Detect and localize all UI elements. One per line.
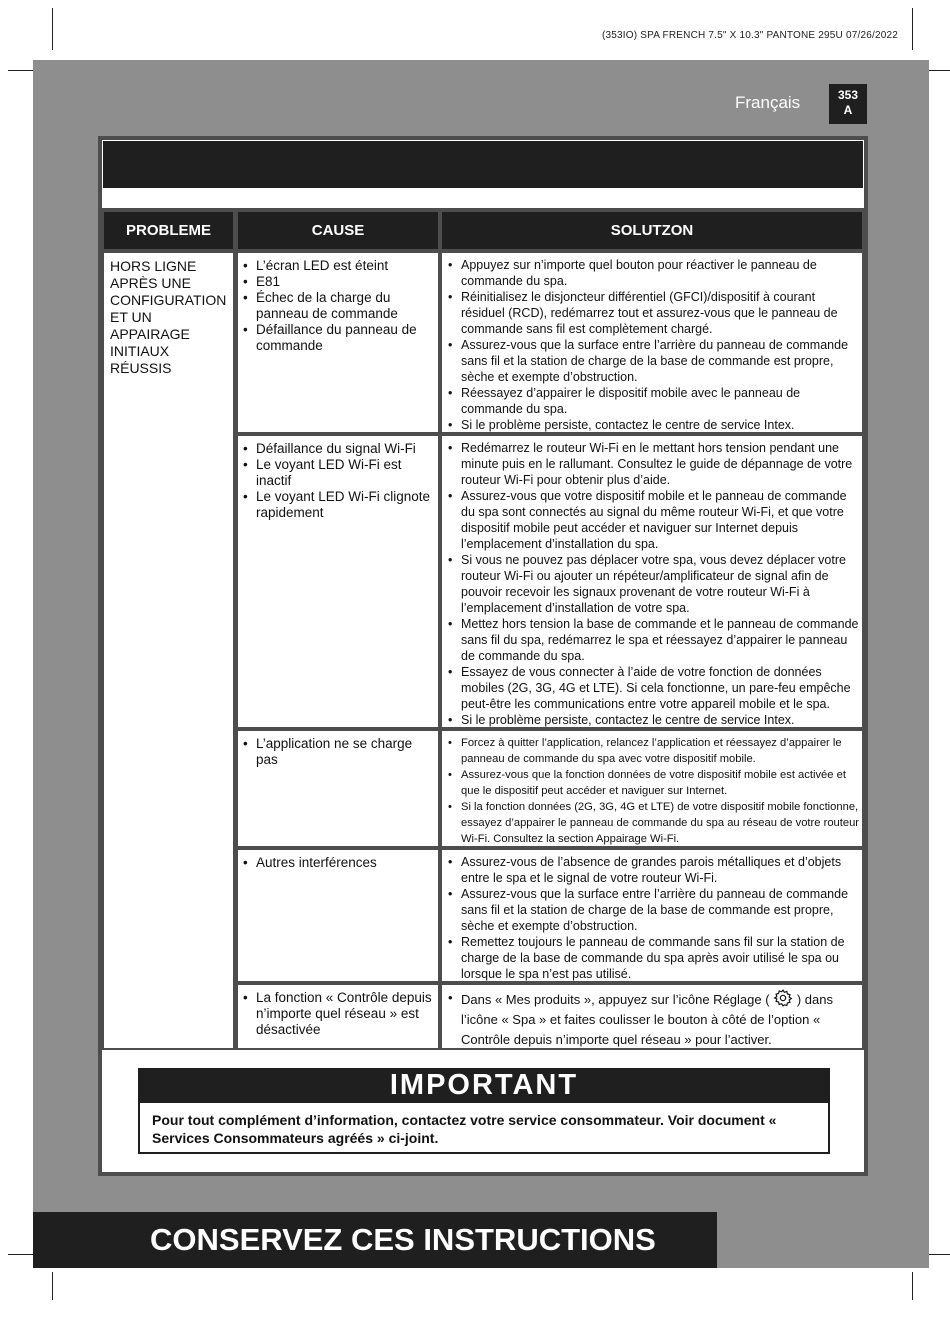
cause-cell xyxy=(238,850,438,981)
solution-item: • Forcez à quitter l’application, relancez l’application et réessayez d’appairer le panneau de commande du spa avec votre dispositif mobile. xyxy=(445,735,860,767)
cause-item: • Autres interférences xyxy=(240,855,434,871)
cause-item: • E81 xyxy=(240,274,434,290)
solution-item: • Si la fonction données (2G, 3G, 4G et LTE) de votre dispositif mobile fonctionne, essayez d’appairer le panneau de commande du spa au réseau de votre routeur Wi-Fi. Consultez la section Appairage Wi-Fi. xyxy=(445,799,860,847)
solution-text: Dans « Mes produits », appuyez sur l’icône Réglage ( xyxy=(461,992,770,1007)
solution-item: • Si le problème persiste, contactez le centre de service Intex. xyxy=(445,712,860,728)
solution-item xyxy=(445,988,860,1050)
page-number-badge xyxy=(829,84,867,124)
crop-mark xyxy=(52,1272,53,1300)
solution-item: • Redémarrez le routeur Wi-Fi en le mettant hors tension pendant une minute puis en le rallumant. Consultez le guide de dépannage de votre routeur Wi-Fi pour obtenir plus d’aide. xyxy=(445,440,860,488)
cause-cell xyxy=(238,253,438,432)
cause-item: • La fonction « Contrôle depuis n’importe quel réseau » est désactivée xyxy=(240,990,434,1038)
gear-icon xyxy=(773,988,793,1008)
header-cause: CAUSE xyxy=(238,212,438,249)
print-info: (353IO) SPA FRENCH 7.5" X 10.3" PANTONE 295U 07/26/2022 xyxy=(601,30,898,41)
footer-banner xyxy=(33,1212,717,1268)
cause-item: • Échec de la charge du panneau de commande xyxy=(240,290,434,322)
language-label: Français xyxy=(735,93,801,112)
problem-cell: HORS LIGNE APRÈS UNE CONFIGURATION ET UN APPAIRAGE INITIAUX RÉUSSIS xyxy=(104,253,233,1048)
solution-text: ) dans l’icône « Spa » et faites coulisser le bouton à côté de l’option « Contrôle depuis n’importe quel réseau » pour l’activer. xyxy=(461,992,833,1047)
page-number: 353 xyxy=(837,88,859,102)
solution-item: • Essayez de vous connecter à l’aide de votre fonction de données mobiles (2G, 3G, 4G et LTE). Si cela fonctionne, un pare-feu empêche peut-être les communications entre votre appareil mobile et le spa. xyxy=(445,664,860,712)
solution-item: • Si vous ne pouvez pas déplacer votre spa, vous devez déplacer votre routeur Wi-Fi ou ajouter un répéteur/amplificateur de signal afin de pouvoir recevoir les signaux provenant de votre routeur Wi-Fi à l’emplacement d’installation de votre spa. xyxy=(445,552,860,616)
cause-cell xyxy=(238,436,438,727)
crop-mark xyxy=(52,8,53,50)
header-solution: SOLUTZON xyxy=(442,212,862,249)
footer-text: CONSERVEZ CES INSTRUCTIONS xyxy=(150,1222,656,1257)
cause-item: • Le voyant LED Wi-Fi clignote rapidement xyxy=(240,489,434,521)
cause-item: • Défaillance du signal Wi-Fi xyxy=(240,441,434,457)
solution-item: • Assurez-vous que la fonction données de votre dispositif mobile est activée et que le dispositif peut accéder et naviguer sur Internet. xyxy=(445,767,860,799)
section-title-bar xyxy=(103,141,863,188)
solution-item: • Remettez toujours le panneau de commande sans fil sur la station de charge de la base de commande du spa après avoir utilisé le spa ou lorsque le spa n’est pas utilisé. xyxy=(445,934,860,982)
solution-item: • Réinitialisez le disjoncteur différentiel (GFCI)/dispositif à courant résiduel (RCD), redémarrez tout et assurez-vous que le panneau de commande sans fil est complètement chargé. xyxy=(445,289,860,337)
solution-item: • Appuyez sur n’importe quel bouton pour réactiver le panneau de commande du spa. xyxy=(445,257,860,289)
important-title: IMPORTANT xyxy=(138,1068,830,1103)
solution-item: • Réessayez d’appairer le dispositif mobile avec le panneau de commande du spa. xyxy=(445,385,860,417)
solution-item: • Assurez-vous que votre dispositif mobile et le panneau de commande du spa sont connectés au signal du même routeur Wi-Fi, et que votre dispositif mobile peut accéder et naviguer sur Internet depuis l’emplacement d’installation du spa. xyxy=(445,488,860,552)
solution-item: • Si le problème persiste, contactez le centre de service Intex. xyxy=(445,417,860,433)
solution-cell xyxy=(442,850,862,981)
header-problem: PROBLEME xyxy=(104,212,233,249)
cause-cell xyxy=(238,731,438,846)
cause-cell xyxy=(238,985,438,1048)
solution-cell xyxy=(442,731,862,846)
crop-mark xyxy=(912,8,913,50)
cause-item: • L’application ne se charge pas xyxy=(240,736,434,768)
cause-item: • Le voyant LED Wi-Fi est inactif xyxy=(240,457,434,489)
solution-item: • Assurez-vous de l’absence de grandes parois métalliques et d’objets entre le spa et le signal de votre routeur Wi-Fi. xyxy=(445,854,860,886)
page-suffix: A xyxy=(843,103,853,117)
solution-cell xyxy=(442,436,862,727)
solution-item: • Assurez-vous que la surface entre l’arrière du panneau de commande sans fil et la station de charge de la base de commande est propre, sèche et exempte d’obstruction. xyxy=(445,337,860,385)
solution-item: • Mettez hors tension la base de commande et le panneau de commande sans fil du spa, redémarrez le spa et réessayez d’appairer le panneau de commande du spa. xyxy=(445,616,860,664)
solution-cell xyxy=(442,253,862,432)
important-text: Pour tout complément d’information, contactez votre service consommateur. Voir document « Services Consommateurs agréés » ci-joint. xyxy=(152,1112,777,1146)
solution-cell xyxy=(442,985,862,1048)
cause-item: • Défaillance du panneau de commande xyxy=(240,322,434,354)
cause-item: • L’écran LED est éteint xyxy=(240,258,434,274)
solution-item: • Assurez-vous que la surface entre l’arrière du panneau de commande sans fil et la station de charge de la base de commande est propre, sèche et exempte d’obstruction. xyxy=(445,886,860,934)
crop-mark xyxy=(912,1272,913,1300)
